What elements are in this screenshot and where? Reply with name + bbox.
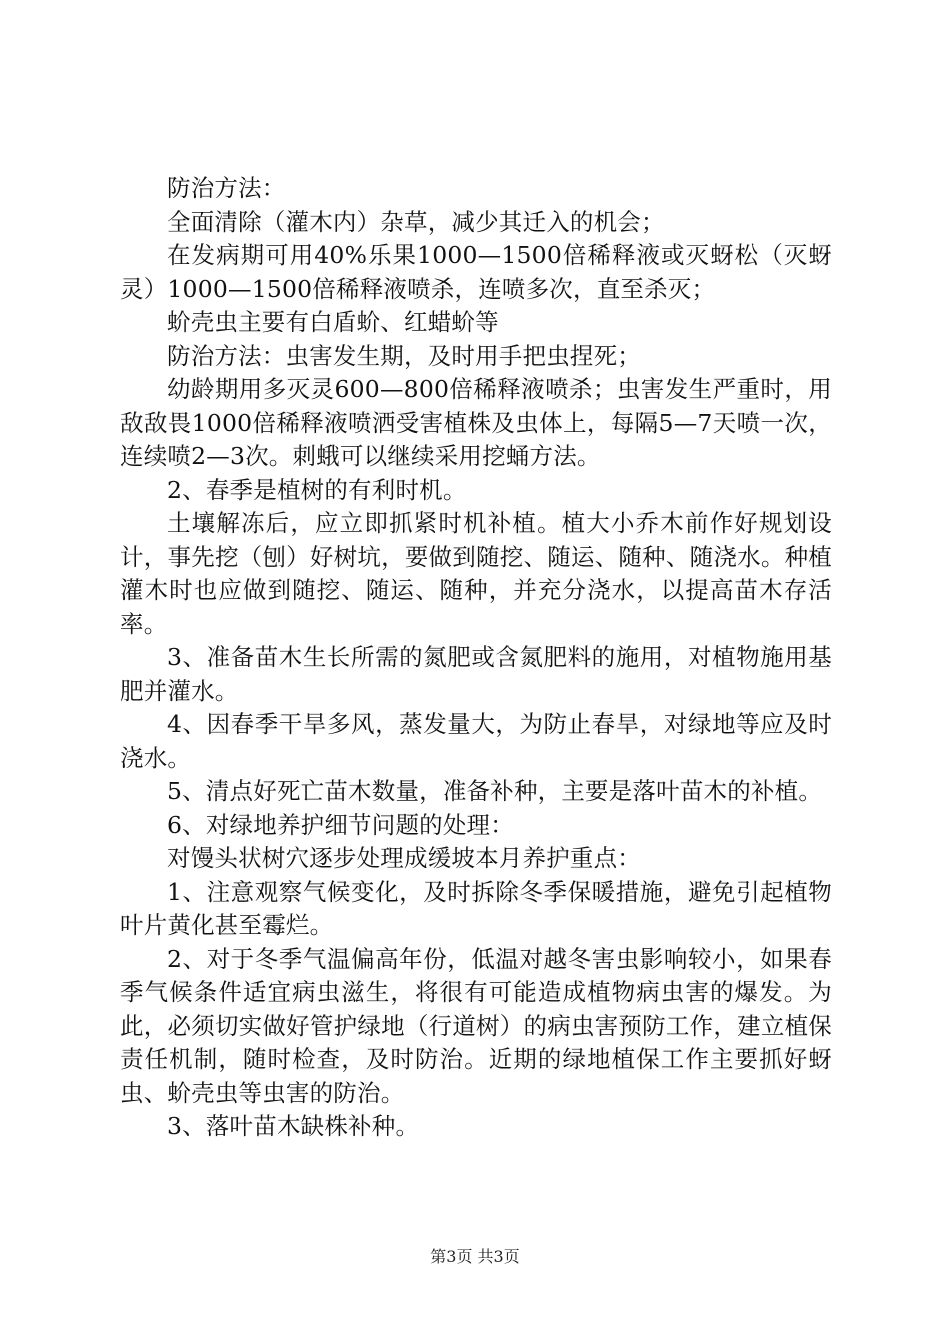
paragraph: 防治方法：虫害发生期，及时用手把虫捏死； <box>167 341 641 370</box>
paragraph: 2、春季是植树的有利时机。 <box>167 475 467 504</box>
paragraph: 全面清除（灌木内）杂草，减少其迁入的机会； <box>167 207 665 236</box>
paragraph: 在发病期可用40%乐果1000—1500倍稀释液或灭蚜松（灭蚜灵）1000—1500倍稀释液喷杀，连喷多次，直至杀灭； <box>120 241 832 303</box>
paragraph: 对馒头状树穴逐步处理成缓坡本月养护重点： <box>167 844 641 872</box>
paragraph: 6、对绿地养护细节问题的处理： <box>167 810 514 839</box>
paragraph: 防治方法： <box>167 174 286 202</box>
paragraph: 幼龄期用多灭灵600—800倍稀释液喷杀；虫害发生严重时，用敌敌畏1000倍稀释液喷洒受害植株及虫体上，每隔5—7天喷一次，连续喷2—3次。刺蛾可以继续采用挖蛹方法。 <box>120 375 832 470</box>
paragraph: 3、准备苗木生长所需的氮肥或含氮肥料的施用，对植物施用基肥并灌水。 <box>120 643 832 705</box>
paragraph: 2、对于冬季气温偏高年份，低温对越冬害虫影响较小，如果春季气候条件适宜病虫滋生，将很有可能造成植物病虫害的爆发。为此，必须切实做好管护绿地（行道树）的病虫害预防工作，建立植保责任机制，随时检查，及时防治。近期的绿地植保工作主要抓好蚜虫、蚧壳虫等虫害的防治。 <box>120 944 832 1107</box>
document-body <box>120 172 832 1144</box>
paragraph: 5、清点好死亡苗木数量，准备补种，主要是落叶苗木的补植。 <box>167 777 823 805</box>
paragraph: 3、落叶苗木缺株补种。 <box>167 1112 420 1140</box>
paragraph: 蚧壳虫主要有白盾蚧、红蜡蚧等 <box>167 308 499 336</box>
paragraph: 土壤解冻后，应立即抓紧时机补植。植大小乔木前作好规划设计，事先挖（刨）好树坑，要做到随挖、随运、随种、随浇水。种植灌木时也应做到随挖、随运、随种，并充分浇水，以提高苗木存活率。 <box>120 509 832 638</box>
page-number-footer: 第3页 共3页 <box>430 1247 520 1266</box>
paragraph: 4、因春季干旱多风，蒸发量大，为防止春旱，对绿地等应及时浇水。 <box>120 710 832 772</box>
paragraph: 1、注意观察气候变化，及时拆除冬季保暖措施，避免引起植物叶片黄化甚至霉烂。 <box>120 877 832 939</box>
